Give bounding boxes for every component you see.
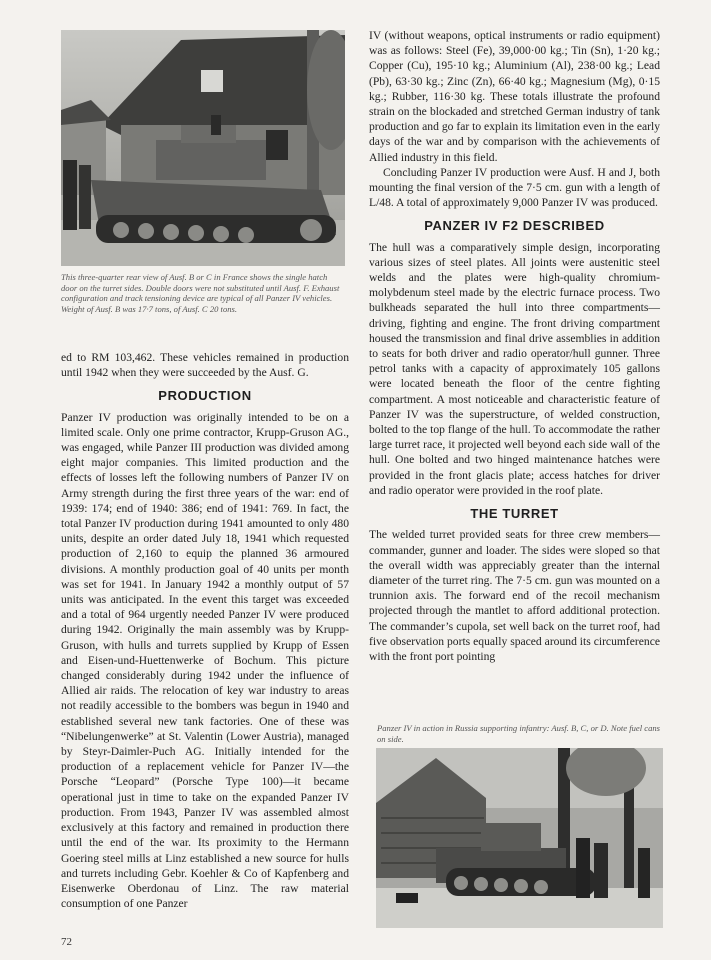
tank-in-russia-photo (376, 748, 663, 928)
hull-paragraph: The hull was a comparatively simple design, incorporating various sizes of steel plates. All joints were austenitic steel welds and the plates were high-quality chromium-molybdenum steel made by the electric furnace process. Two bulkheads separated the hull into three compartments—driving, fighting and engine. The front driving compartment housed the transmission and final drive assemblies in addition to seats for both driver and radio operator/hull gunner. Three petrol tanks with a capacity of approximately 105 gallons were located beneath the floor of the centre fighting compartment. A most noticeable and characteristic feature of Panzer IV was the superstructure, of welded construction, bolted to the top flange of the hull. To accommodate the rather large turret race, it projected well beyond each side wall of the hull. One bolted and two hinged maintenance hatches were provided in the front glacis plate; access hatches for driver and radio operator were provided in the roof plate. (369, 240, 660, 497)
production-paragraph: Panzer IV production was originally intended to be on a limited scale. Only one prime contractor, Krupp-Gruson AG., was engaged, while Panzer III production was divided among eight major companies. This limited production and the effects of losses left the following numbers of Panzer IV on Army strength during the first three years of the war: end of 1939: 174; end of 1940: 386; end of 1941: 769. In fact, the total Panzer IV production during 1941 amounted to only 480 units, despite an order dated July 18, 1941 which requested production of 2,160 to equip the planned 36 armoured divisions. A monthly production goal of 40 units per month was set for 1941. In January 1942 a monthly output of 57 units was anticipated. In the event this target was exceeded and a total of 964 urgently needed Panzer IV were produced during 1942. Originally the main assembly was by Krupp-Gruson, with hulls and turrets supplied by Krupp of Essen and Eisen-und-Huettenwerke of Bochum. This picture changed considerably during 1942 under the influence of Allied air raids. The relocation of key war industry to areas not readily accessible to the bombers was begun in 1940 and established several new tank factories. One of these was “Nibelungenwerke” at St. Valentin (Lower Austria), managed by Steyr-Daimler-Puch AG. Initially intended for the production of a replacement vehicle for Panzer IV—the Porsche “Leopard” (Porsche Type 100)—it became operational just in time to take on the expanded Panzer IV production. From 1943, Panzer IV was assembled almost exclusively at this factory and remained in production there until the end of the war. Its proximity to the Hermann Goering steel mills at Linz established a new source for hulls and turrets including Gebr. Koehler & Co of Kapfenberg and Eisenwerke Oberdonau of Linz. The raw material consumption of one Panzer (61, 410, 349, 911)
concluding-production-paragraph: Concluding Panzer IV production were Ausf. H and J, both mounting the final version of the 7·5 cm. gun with a length of L/48. A total of approximately 9,000 Panzer IV was produced. (369, 165, 660, 210)
page-number: 72 (61, 936, 72, 948)
photo-1-caption: This three-quarter rear view of Ausf. B or C in France shows the single hatch door on the turret sides. Double doors were not substituted until Ausf. F. Exhaust configuration and track tensioning device are typical of all Panzer IV vehicles. Weight of Ausf. B was 17·7 tons, of Ausf. C 20 tons. (61, 272, 340, 314)
raw-material-paragraph: IV (without weapons, optical instruments or radio equipment) was as follows: Steel (Fe), 39,000·00 kg.; Tin (Sn), 1·20 kg.; Copper (Cu), 195·10 kg.; Aluminium (Al), 238·00 kg.; Lead (Pb), 63·30 kg.; Zinc (Zn), 66·40 kg.; Magnesium (Mg), 0·15 kg.; Rubber, 116·30 kg. These totals illustrate the profound strain on the blockaded and stretched German industry of tank production and go far to explain its limitation even in the early days of the war and by comparison with the achievements of Allied industry in this field. (369, 29, 660, 164)
f2-described-heading: PANZER IV F2 DESCRIBED (424, 218, 605, 234)
left-intro-paragraph: ed to RM 103,462. These vehicles remained in production until 1942 when they were succeeded by the Ausf. G. (61, 351, 349, 380)
left-column (61, 350, 349, 911)
turret-heading: THE TURRET (470, 506, 559, 522)
tank-rear-view-photo (61, 30, 345, 266)
turret-paragraph: The welded turret provided seats for three crew members—commander, gunner and loader. The sides were sloped so that the overall width was appreciably greater than the internal diameter of the turret ring. The 7·5 cm. gun was mounted on a trunnion axis. The forward end of the recoil mechanism projected through the mantlet to afford additional protection. The commander’s cupola, set well back on the turret roof, had five observation ports equally spaced around its circumference with the front port pointing (369, 528, 660, 663)
right-column (369, 28, 660, 664)
production-heading: PRODUCTION (158, 388, 252, 404)
photo-2-caption: Panzer IV in action in Russia supporting infantry: Ausf. B, C, or D. Note fuel cans on side. (377, 723, 661, 744)
